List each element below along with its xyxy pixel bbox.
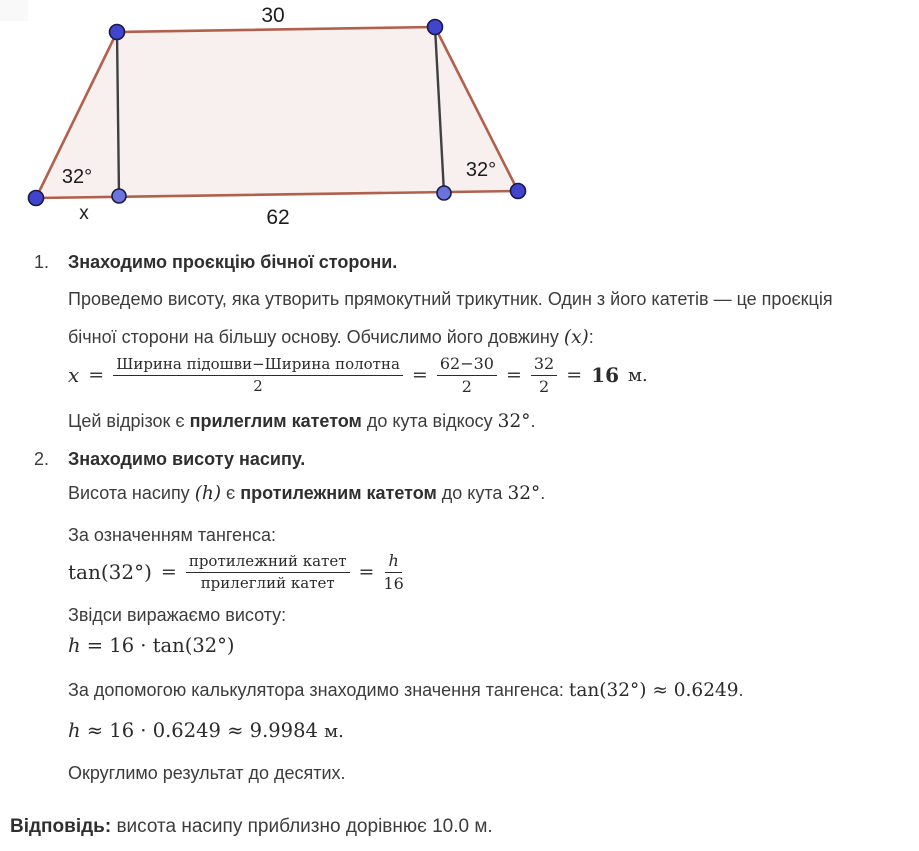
- equals-sign: =: [505, 364, 522, 387]
- right-angle-label: 32°: [465, 159, 497, 181]
- calc-math: tan(32°) ≈ 0.6249: [568, 680, 739, 701]
- top-base-label: 30: [261, 4, 285, 27]
- fraction-numerator: 62−30: [437, 355, 497, 376]
- trapezoid-diagram: [0, 0, 560, 238]
- fraction-numerator: h: [385, 552, 401, 573]
- calculator-line: [68, 680, 744, 701]
- h-var: h: [68, 634, 81, 657]
- step-1-number: 1.: [34, 252, 50, 272]
- result-formula: [68, 719, 344, 743]
- fraction-denominator: 2: [538, 376, 550, 396]
- fraction-cathetus: [186, 553, 350, 592]
- result-unit: м.: [324, 721, 344, 742]
- step-1-title: Знаходимо проєкцію бічної сторони.: [68, 252, 398, 272]
- fraction-denominator: 16: [383, 573, 404, 593]
- vertex-dot-bottom-left: [29, 191, 44, 206]
- tangent-intro: [68, 525, 276, 546]
- projection-formula: [68, 355, 648, 396]
- bottom-base-label: 62: [266, 206, 290, 229]
- express-formula: [68, 634, 235, 658]
- trapezoid-shape: [36, 27, 518, 198]
- line1-text: Висота насипу: [68, 483, 195, 503]
- step-2-number: 2.: [34, 449, 50, 469]
- fraction-widths: [113, 356, 403, 395]
- vertex-dot-top-right: [428, 20, 443, 35]
- equals-sign: =: [411, 364, 428, 387]
- express-intro-text: Звідси виражаємо висоту:: [68, 605, 287, 625]
- express-rest: = 16 · tan(32°): [80, 634, 235, 657]
- step-1-intro-math: (x): [563, 327, 589, 348]
- tangent-intro-text: За означенням тангенса:: [68, 525, 277, 545]
- fraction-32-2: [531, 355, 557, 396]
- step-2-title: Знаходимо висоту насипу.: [68, 449, 306, 469]
- fraction-denominator: 2: [461, 376, 472, 396]
- calc-text: За допомогою калькулятора знаходимо значення тангенса:: [68, 680, 569, 700]
- line1-bold: протилежним катетом: [240, 483, 437, 503]
- note-angle: 32°: [497, 411, 531, 432]
- rounding-note: [68, 763, 346, 784]
- equals-sign: =: [566, 364, 583, 387]
- answer-text: висота насипу приблизно дорівнює 10.0 м.: [111, 816, 493, 837]
- fraction-62-30: [437, 355, 497, 396]
- formula-x-var: x: [68, 363, 80, 388]
- step-1-note: [68, 411, 535, 432]
- note-bold: прилеглим катетом: [189, 411, 362, 431]
- step-2-line1: [68, 483, 545, 504]
- answer-label: Відповідь:: [10, 816, 112, 837]
- step-1-header: [34, 252, 397, 273]
- equals-sign: =: [160, 561, 177, 584]
- fraction-denominator: прилеглий катет: [200, 573, 335, 592]
- fraction-numerator: 32: [531, 355, 557, 376]
- express-intro: [68, 605, 286, 626]
- note-text: Цей відрізок є: [68, 411, 190, 431]
- step-1-intro-tail: :: [588, 327, 594, 347]
- fraction-numerator: протилежний катет: [186, 553, 350, 573]
- vertex-dot-top-left: [110, 25, 125, 40]
- answer-line: [10, 816, 493, 838]
- projection-label: x: [79, 203, 89, 224]
- height-foot-dot-left: [112, 189, 126, 203]
- formula-result: 16: [591, 363, 619, 388]
- line1-text: до кута: [436, 483, 508, 503]
- line1-h-var: (h): [194, 483, 222, 504]
- height-foot-dot-right: [437, 186, 451, 200]
- fraction-numerator: Ширина підошви−Ширина полотна: [113, 356, 403, 376]
- h-var: h: [68, 719, 81, 742]
- rounding-note-text: Округлимо результат до десятих.: [68, 763, 346, 783]
- left-angle-label: 32°: [61, 166, 93, 188]
- tangent-formula: [68, 552, 404, 593]
- step-1-intro: [68, 280, 886, 357]
- equals-sign: =: [88, 364, 105, 387]
- calc-tail: .: [738, 680, 744, 700]
- note-tail: .: [530, 411, 536, 431]
- fraction-h-16: [383, 552, 403, 593]
- fraction-denominator: 2: [253, 376, 263, 395]
- vertex-dot-bottom-right: [511, 184, 526, 199]
- formula-unit: м.: [628, 364, 648, 386]
- step-1-intro-text: Проведемо висоту, яка утворить прямокутний трикутник. Один з його катетів — це проєкція бічної сторони на більшу основу. Обчислимо його довжину: [68, 289, 833, 347]
- line1-tail: .: [540, 483, 546, 503]
- result-rest: ≈ 16 · 0.6249 ≈ 9.9984: [80, 719, 325, 742]
- step-2-header: [34, 449, 305, 470]
- note-text: до кута відкосу: [361, 411, 498, 431]
- equals-sign: =: [358, 561, 375, 584]
- line1-angle: 32°: [507, 483, 541, 504]
- tan-lhs: tan(32°): [68, 560, 152, 585]
- line1-text: є: [221, 483, 241, 503]
